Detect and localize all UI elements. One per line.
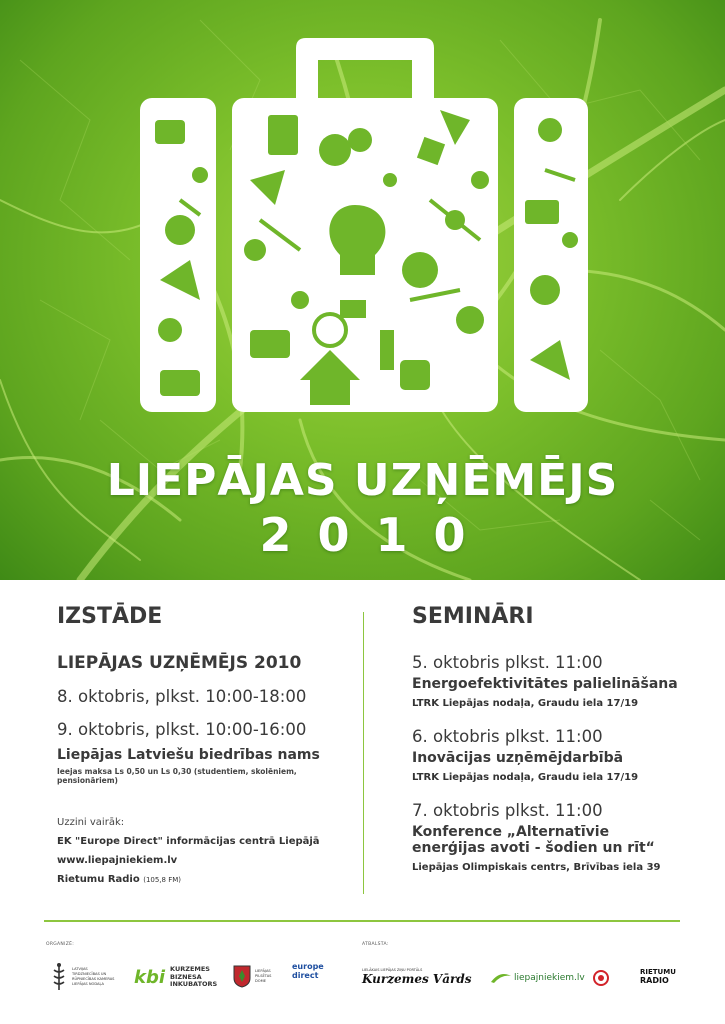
liepajniekiem-text: liepajniekiem.lv <box>514 973 585 983</box>
seminar-location: LTRK Liepājas nodaļa, Graudu iela 17/19 <box>412 772 639 783</box>
info-radio <box>57 874 357 885</box>
seminar-date: 5. oktobris plkst. 11:00 <box>412 653 603 672</box>
exhibition-column <box>57 604 357 885</box>
info-website[interactable]: www.liepajniekiem.lv <box>57 855 178 866</box>
seminar-location: Liepājas Olimpiskais centrs, Brīvības iela 39 <box>412 862 661 873</box>
europe-direct-logo <box>292 962 324 980</box>
supporters-label: ATBALSTA: <box>362 942 389 947</box>
seminar-title: Konference „Alternatīvie enerģijas avoti - šodien un rīt“ <box>412 824 655 856</box>
kbi-text-3: INKUBATORS <box>170 980 218 988</box>
kbi-text-1: KURZEMES <box>170 965 210 973</box>
kbi-text-2: BIZNESA <box>170 972 202 981</box>
exhibition-date-1: 8. oktobris, plkst. 10:00-18:00 <box>57 687 307 706</box>
ltrk-logo <box>50 962 120 992</box>
seminar-date: 7. oktobris plkst. 11:00 <box>412 801 603 820</box>
info-radio-frequency: (105,8 FM) <box>143 876 182 884</box>
seminar-date: 6. oktobris plkst. 11:00 <box>412 727 603 746</box>
ltrk-text: LATVIJAS TIRDZNIECĪBAS UN RŪPNIECĪBAS KAMERAS LIEPĀJAS NODAĻA <box>72 967 115 986</box>
seminar-title: Energoefektivitātes palielināšana <box>412 676 678 692</box>
europe-direct-text-1: europe <box>292 962 324 971</box>
kurzemes-small-text: LIELĀKAIS LIEPĀJAS ZIŅU PORTĀLS <box>362 968 423 972</box>
exhibition-name: LIEPĀJAS UZŅĒMĒJS 2010 <box>57 653 302 673</box>
exhibition-venue: Liepājas Latviešu biedrības nams <box>57 747 320 763</box>
entry-fee: Ieejas maksa Ls 0,50 un Ls 0,30 (studentiem, skolēniem, pensionāriem) <box>57 767 297 785</box>
seminar-item <box>412 801 712 873</box>
exhibition-heading: IZSTĀDE <box>57 604 163 629</box>
seminar-title: Inovācijas uzņēmējdarbībā <box>412 750 624 766</box>
radio-circle-icon <box>593 970 609 986</box>
event-year: 2010 <box>259 508 492 562</box>
info-europe-direct: EK "Europe Direct" informācijas centrā Liepājā <box>57 836 320 847</box>
exhibition-date-2: 9. oktobris, plkst. 10:00-16:00 <box>57 720 307 739</box>
footer-divider <box>44 920 680 922</box>
more-info-label: Uzzini vairāk: <box>57 817 125 828</box>
rietumu-text-1: RIETUMU <box>640 968 676 976</box>
radio-station-logo <box>593 970 609 986</box>
rietumu-text-2: RADIO <box>640 976 669 985</box>
city-council-logo <box>232 964 279 988</box>
organizers-label: ORGANIZĒ: <box>46 942 75 947</box>
swoosh-icon <box>490 972 512 984</box>
event-title: LIEPĀJAS UZŅĒMĒJS <box>106 455 619 506</box>
kurzemes-vards-text: Kurzemes Vārds <box>362 972 472 986</box>
city-text: LIEPĀJAS PILSĒTAS DOME <box>255 968 272 983</box>
kbi-logo <box>134 966 217 989</box>
kurzemes-vards-logo <box>362 968 471 986</box>
europe-direct-text-2: direct <box>292 971 319 980</box>
rietumu-radio-logo <box>640 968 676 985</box>
kbi-abbr: kbi <box>134 966 166 988</box>
seminars-column <box>412 604 712 891</box>
coat-of-arms-icon <box>232 964 252 988</box>
column-divider <box>363 612 364 894</box>
seminars-heading: SEMINĀRI <box>412 604 534 629</box>
liepajniekiem-logo <box>490 972 585 984</box>
seminar-location: LTRK Liepājas nodaļa, Graudu iela 17/19 <box>412 698 639 709</box>
info-radio-name: Rietumu Radio <box>57 874 140 885</box>
caduceus-icon <box>50 962 68 992</box>
seminar-item <box>412 653 712 709</box>
seminar-item <box>412 727 712 783</box>
